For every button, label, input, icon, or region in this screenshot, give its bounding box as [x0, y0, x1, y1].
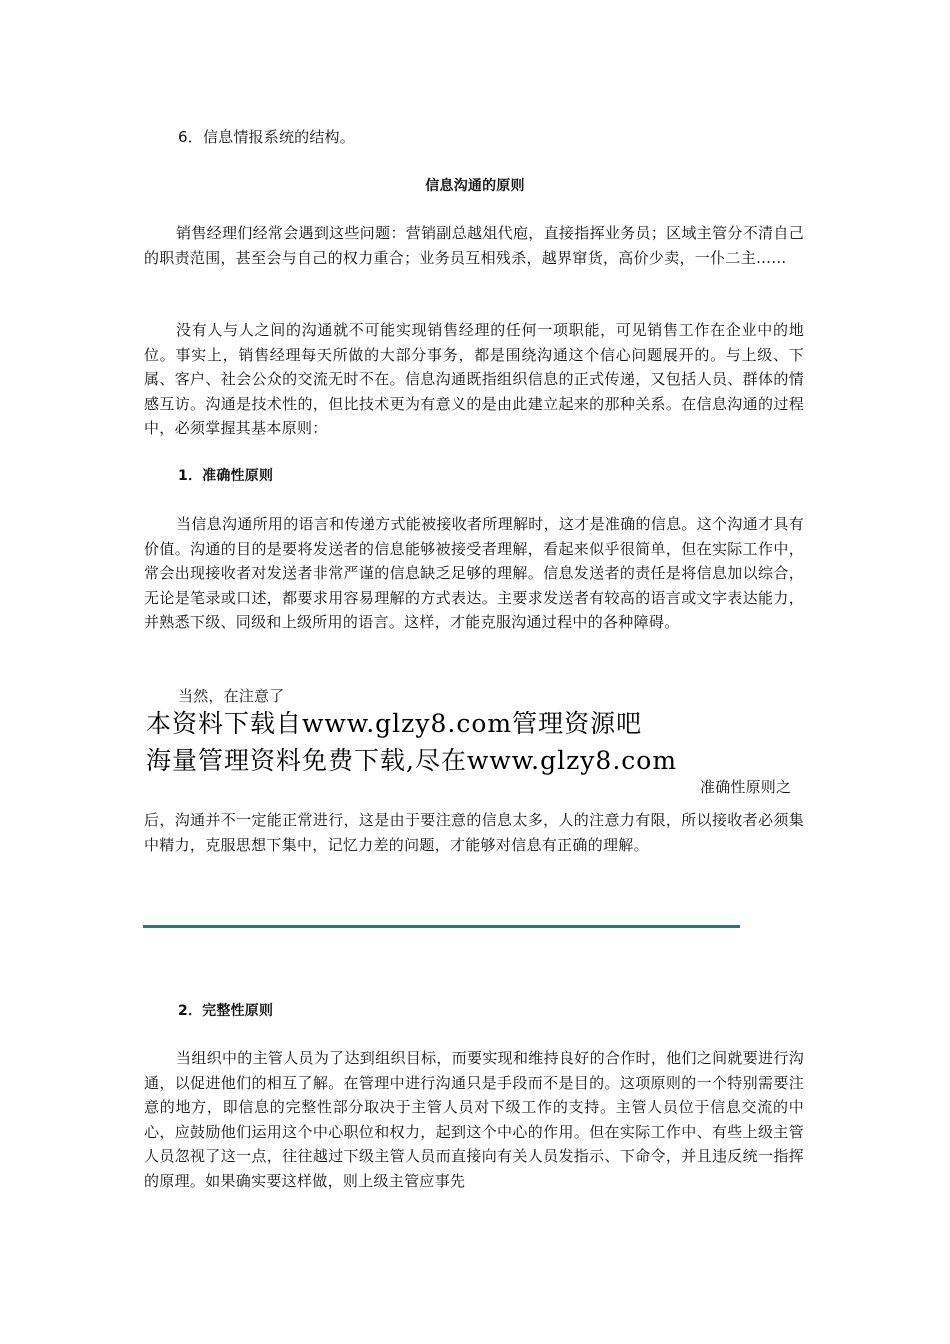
intro-paragraph: 销售经理们经常会遇到这些问题：营销副总越俎代庖，直接指挥业务员；区域主管分不清自己的职责范围，甚至会与自己的权力重合；业务员互相残杀，越界窜货，高价少卖，一仆二主…… — [144, 224, 804, 267]
section-title: 信息沟通的原则 — [425, 178, 525, 194]
section-1-paragraph2-tail: 准确性原则之 — [700, 778, 792, 796]
section-1-paragraph2-start: 当然，在注意了 — [178, 687, 285, 705]
section-1-heading: 1．准确性原则 — [178, 468, 274, 484]
watermark-line-2: 海量管理资料免费下载,尽在www.glzy8.com — [146, 746, 678, 775]
list-item-6: 6．信息情报系统的结构。 — [178, 128, 355, 146]
section-1-paragraph2-rest: 后，沟通并不一定能正常进行，这是由于要注意的信息太多，人的注意力有限，所以接收者必须集中精力，克服思想下集中，记忆力差的问题，才能够对信息有正确的理解。 — [144, 811, 804, 854]
section-2-paragraph: 当组织中的主管人员为了达到组织目标，而要实现和维持良好的合作时，他们之间就要进行沟通，以促进他们的相互了解。在管理中进行沟通只是手段而不是目的。这项原则的一个特别需要注意的地方，即信息的完整性部分取决于主管人员对下级工作的支持。主管人员位于信息交流的中心，应鼓励他们运用这个中心职位和权力，起到这个中心的作用。但在实际工作中、有些上级主管人员忽视了这一点，往往越过下级主管人员而直接向有关人员发指示、下命令，并且违反统一指挥的原理。如果确实要这样做，则上级主管应事先 — [144, 1049, 804, 1190]
section-divider — [143, 925, 740, 928]
watermark-line-1: 本资料下载自www.glzy8.com管理资源吧 — [146, 709, 643, 738]
principle-paragraph: 没有人与人之间的沟通就不可能实现销售经理的任何一项职能，可见销售工作在企业中的地位。事实上，销售经理每天所做的大部分事务，都是围绕沟通这个信心问题展开的。与上级、下属、客户、社会公众的交流无时不在。信息沟通既指组织信息的正式传递，又包括人员、群体的情感互访。沟通是技术性的，但比技术更为有意义的是由此建立起来的那种关系。在信息沟通的过程中，必须掌握其基本原则： — [144, 321, 804, 438]
section-1-paragraph: 当信息沟通所用的语言和传递方式能被接收者所理解时，这才是准确的信息。这个沟通才具有价值。沟通的目的是要将发送者的信息能够被接受者理解，看起来似乎很简单，但在实际工作中，常会出现接收者对发送者非常严谨的信息缺乏足够的理解。信息发送者的责任是将信息加以综合，无论是笔录或口述，都要求用容易理解的方式表达。主要求发送者有较高的语言或文字表达能力，并熟悉下级、同级和上级所用的语言。这样，才能克服沟通过程中的各种障碍。 — [144, 515, 804, 632]
section-2-heading: 2．完整性原则 — [178, 1003, 274, 1019]
